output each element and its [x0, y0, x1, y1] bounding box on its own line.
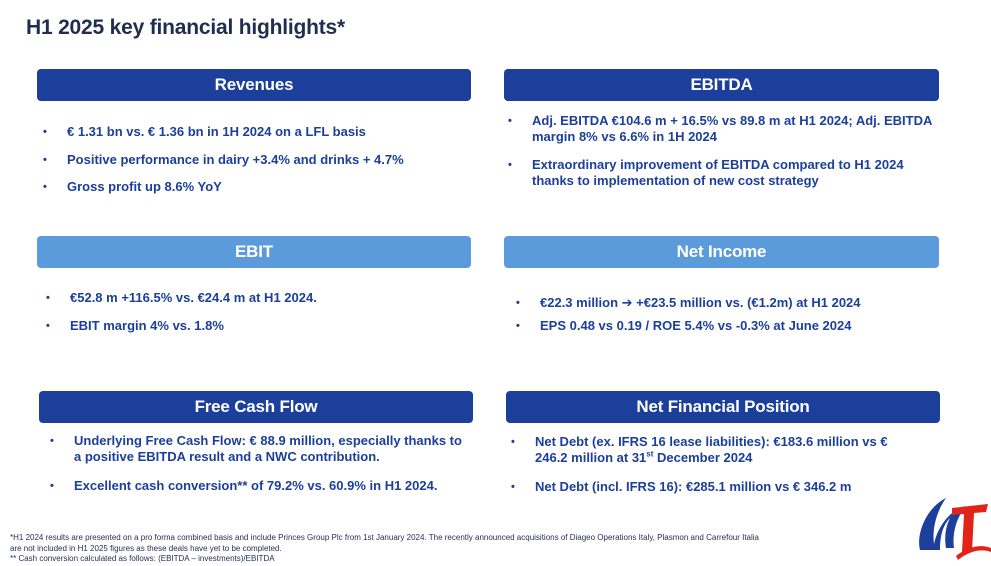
net-income-header: Net Income — [504, 236, 939, 268]
revenues-header: Revenues — [37, 69, 471, 101]
ordinal-suffix: st — [646, 449, 654, 459]
revenues-list — [37, 124, 477, 195]
list-item: • EPS 0.48 vs 0.19 / ROE 5.4% vs -0.3% at June 2024 — [510, 318, 940, 334]
list-item: • €22.3 million ➔ +€23.5 million vs. (€1.2m) at H1 2024 — [510, 295, 940, 311]
footnote-pro-forma: *H1 2024 results are presented on a pro forma combined basis and include Princes Group Plc from 1st January 2024. The recently announced acquisitions of Diageo Operations Italy, Plasmon and Carrefour Italia are not included in H1 2025 figures as these deals have yet to be completed. — [10, 533, 760, 553]
free-cash-flow-list — [44, 433, 464, 494]
ebit-header: EBIT — [37, 236, 471, 268]
list-item: • Positive performance in dairy +3.4% and drinks + 4.7% — [37, 152, 477, 168]
net-financial-position-list — [505, 434, 905, 495]
ebit-list — [40, 290, 470, 334]
list-item: • Net Debt (incl. IFRS 16): €285.1 million vs € 346.2 m — [505, 479, 905, 495]
net-debt-date-text: December 2024 — [653, 450, 753, 465]
free-cash-flow-header: Free Cash Flow — [39, 391, 473, 423]
ebitda-header: EBITDA — [504, 69, 939, 101]
company-logo-icon — [912, 486, 991, 566]
list-item: • €52.8 m +116.5% vs. €24.4 m at H1 2024. — [40, 290, 470, 306]
list-item: • Excellent cash conversion** of 79.2% vs. 60.9% in H1 2024. — [44, 478, 464, 494]
net-income-list — [510, 295, 940, 334]
list-item: • Gross profit up 8.6% YoY — [37, 179, 477, 195]
list-item: • Underlying Free Cash Flow: € 88.9 million, especially thanks to a positive EBITDA result and a NWC contribution. — [44, 433, 464, 465]
list-item: • Extraordinary improvement of EBITDA compared to H1 2024 thanks to implementation of new cost strategy — [502, 157, 932, 189]
footnotes — [10, 533, 770, 565]
net-financial-position-header: Net Financial Position — [506, 391, 940, 423]
footnote-cash-conversion: ** Cash conversion calculated as follows: (EBITDA – investments)/EBITDA — [10, 554, 275, 563]
list-item: • € 1.31 bn vs. € 1.36 bn in 1H 2024 on a LFL basis — [37, 124, 477, 140]
ebitda-list — [502, 113, 932, 189]
list-item: • Adj. EBITDA €104.6 m + 16.5% vs 89.8 m at H1 2024; Adj. EBITDA margin 8% vs 6.6% in 1H 2024 — [502, 113, 932, 145]
page-title: H1 2025 key financial highlights* — [26, 16, 346, 39]
list-item: • EBIT margin 4% vs. 1.8% — [40, 318, 470, 334]
list-item — [505, 434, 905, 466]
net-debt-ex-ifrs-text: Net Debt (ex. IFRS 16 lease liabilities): €183.6 million vs € 246.2 million at 31 — [535, 434, 888, 465]
